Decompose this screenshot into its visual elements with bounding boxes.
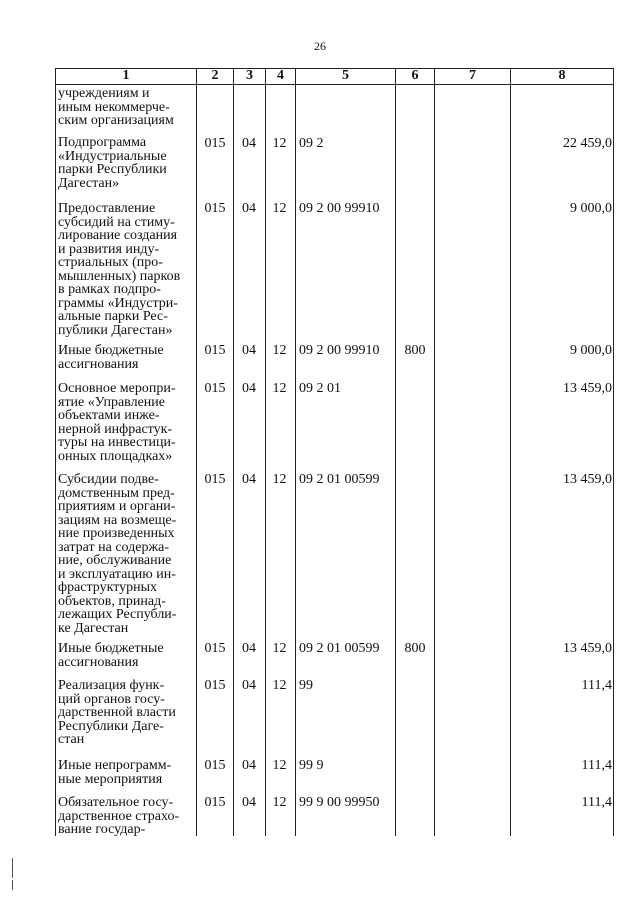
cell-target-article: 99 9 00 99950	[299, 795, 380, 810]
column-header: 2	[211, 68, 219, 83]
cell-section-code: 04	[242, 343, 256, 358]
cell-target-article: 09 2 00 99910	[299, 201, 380, 216]
column-border	[613, 68, 614, 836]
cell-section-code: 04	[242, 678, 256, 693]
scan-mark	[12, 858, 13, 878]
cell-amount: 111,4	[581, 678, 612, 693]
cell-target-article: 09 2 00 99910	[299, 343, 380, 358]
cell-section-code: 04	[242, 201, 256, 216]
column-border	[295, 68, 296, 836]
cell-subsection-code: 12	[272, 201, 287, 216]
cell-amount: 13 459,0	[563, 641, 612, 656]
cell-amount: 9 000,0	[570, 201, 612, 216]
column-header: 4	[277, 68, 284, 83]
cell-expense-type: 800	[404, 343, 426, 358]
cell-ministry-code: 015	[204, 758, 226, 773]
cell-ministry-code: 015	[204, 795, 226, 810]
column-border	[510, 68, 511, 836]
header-bottom-border	[55, 84, 614, 85]
row-description: Иные бюджетные ассигнования	[58, 641, 164, 670]
cell-amount: 13 459,0	[563, 472, 612, 487]
row-description: Субсидии подве- домственным пред- приятиям и органи- зациям на возмеще- ние произведенных затрат на содержа- ние, обслуживание и эксплуатацию ин- фраструктурных объектов, принад- лежащих Республи- ке Дагестан	[58, 472, 177, 636]
column-border	[233, 68, 234, 836]
cell-section-code: 04	[242, 641, 256, 656]
row-description: Иные бюджетные ассигнования	[58, 343, 164, 372]
cell-section-code: 04	[242, 758, 256, 773]
cell-subsection-code: 12	[272, 795, 287, 810]
column-header: 8	[558, 68, 566, 83]
cell-section-code: 04	[242, 136, 256, 151]
cell-ministry-code: 015	[204, 343, 226, 358]
cell-subsection-code: 12	[272, 472, 287, 487]
cell-subsection-code: 12	[272, 641, 287, 656]
column-border	[434, 68, 435, 836]
row-description: учреждениям и иным некоммерче- ским организациям	[58, 86, 174, 128]
column-header: 7	[469, 68, 476, 83]
cell-target-article: 09 2 01	[299, 381, 341, 396]
cell-ministry-code: 015	[204, 136, 226, 151]
cell-subsection-code: 12	[272, 343, 287, 358]
cell-subsection-code: 12	[272, 136, 287, 151]
row-description: Иные непрограмм- ные мероприятия	[58, 758, 172, 787]
cell-ministry-code: 015	[204, 678, 226, 693]
column-header: 3	[246, 68, 253, 83]
cell-target-article: 09 2 01 00599	[299, 641, 380, 656]
row-description: Реализация функ- ций органов госу- дарственной власти Республики Даге- стан	[58, 678, 176, 747]
cell-expense-type: 800	[404, 641, 426, 656]
cell-amount: 111,4	[581, 758, 612, 773]
cell-amount: 9 000,0	[570, 343, 612, 358]
column-header: 5	[342, 68, 349, 83]
cell-ministry-code: 015	[204, 201, 226, 216]
row-description: Обязательное госу- дарственное страхо- вание государ-	[58, 795, 180, 837]
cell-subsection-code: 12	[272, 678, 287, 693]
cell-amount: 22 459,0	[563, 136, 612, 151]
row-description: Основное меропри- ятие «Управление объектами инже- нерной инфрастук- туры на инвестици- онных площадках»	[58, 381, 176, 464]
cell-amount: 111,4	[581, 795, 612, 810]
cell-subsection-code: 12	[272, 381, 287, 396]
cell-target-article: 09 2 01 00599	[299, 472, 380, 487]
cell-amount: 13 459,0	[563, 381, 612, 396]
cell-section-code: 04	[242, 381, 256, 396]
cell-subsection-code: 12	[272, 758, 287, 773]
column-header: 6	[411, 68, 419, 83]
page-number: 26	[314, 39, 326, 53]
column-border	[196, 68, 197, 836]
column-border	[265, 68, 266, 836]
row-description: Подпрограмма «Индустриальные парки Республики Дагестан»	[58, 135, 167, 191]
cell-ministry-code: 015	[204, 381, 226, 396]
column-border	[55, 68, 56, 836]
cell-section-code: 04	[242, 795, 256, 810]
row-description: Предоставление субсидий на стиму- лирование создания и развития инду- стриальных (про- мышленных) парков в рамках подпро- граммы «Индустри- альные парки Рес- публики Дагестан»	[58, 201, 181, 338]
cell-target-article: 99	[299, 678, 313, 693]
scan-mark	[12, 880, 13, 890]
cell-target-article: 99 9	[299, 758, 324, 773]
column-border	[395, 68, 396, 836]
cell-ministry-code: 015	[204, 472, 226, 487]
cell-ministry-code: 015	[204, 641, 226, 656]
cell-section-code: 04	[242, 472, 256, 487]
column-header: 1	[122, 68, 130, 83]
cell-target-article: 09 2	[299, 136, 324, 151]
